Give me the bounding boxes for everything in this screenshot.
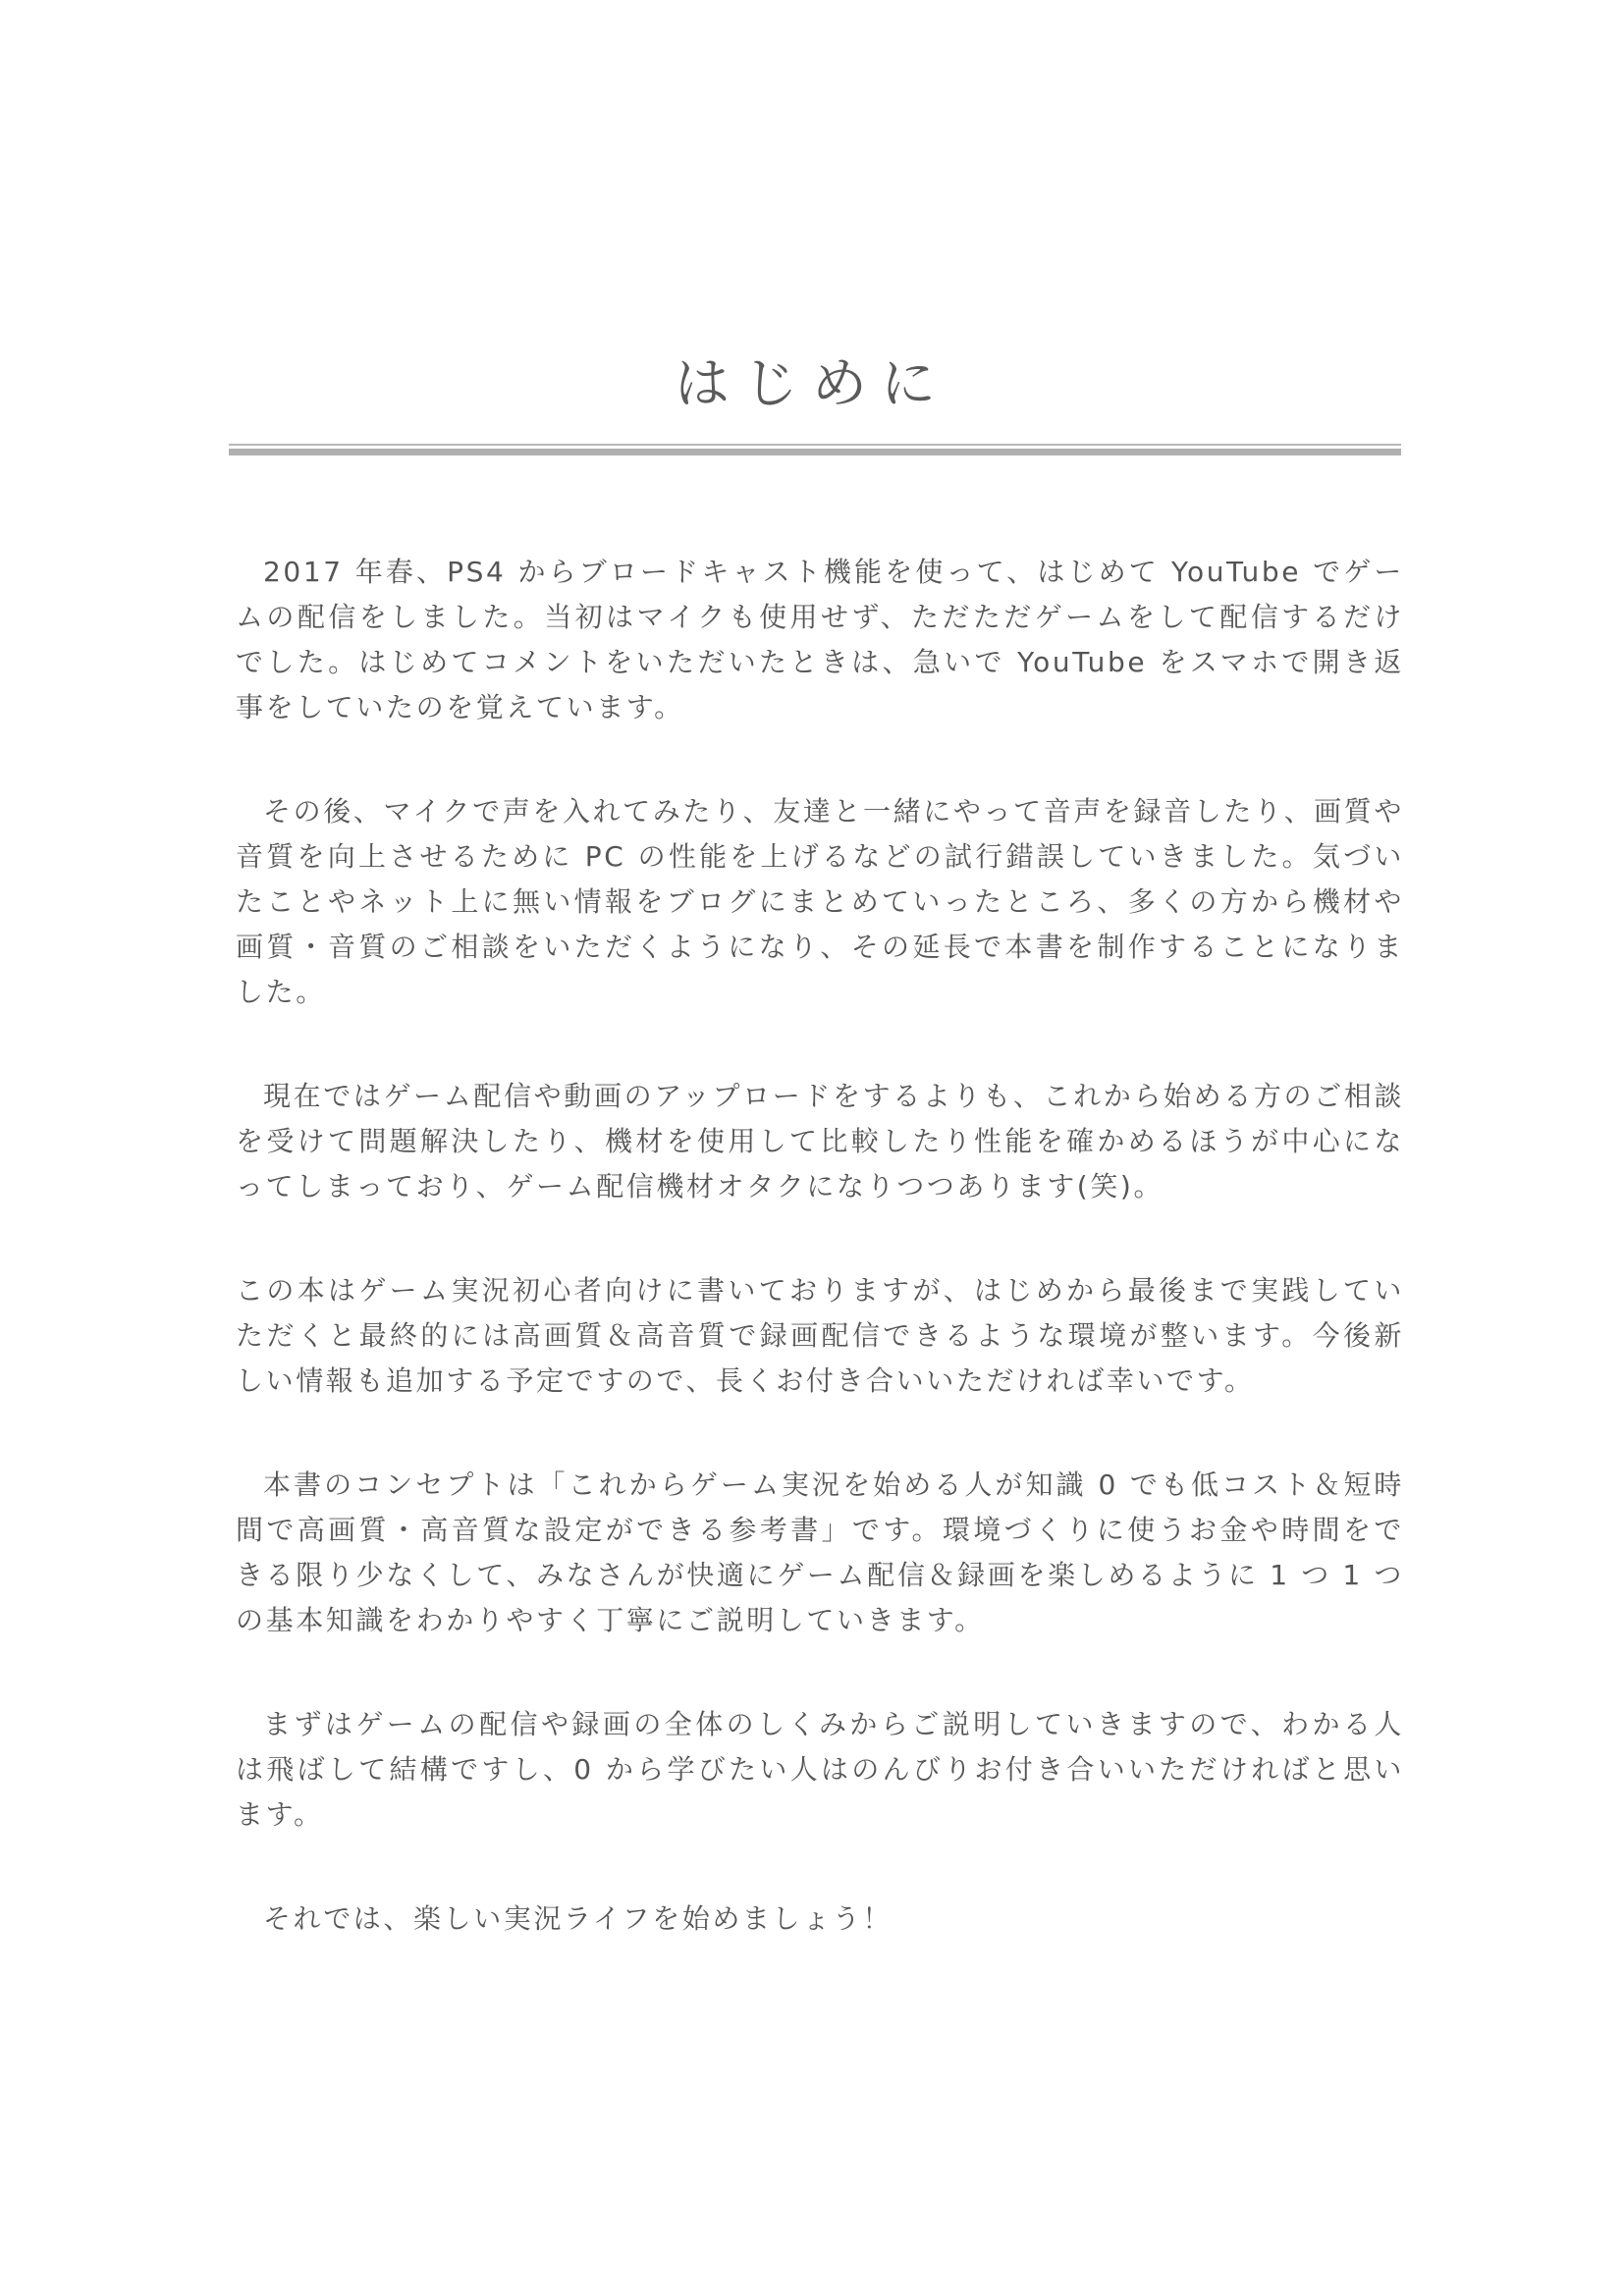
title-divider — [229, 444, 1401, 455]
title-divider-thin-line — [229, 444, 1401, 446]
paragraph-7: それでは、楽しい実況ライフを始めましょう！ — [263, 1902, 893, 1935]
paragraph-5: 本書のコンセプトは「これからゲーム実況を始める人が知識 0 でも低コスト＆短時間で高画質・高音質な設定ができる参考書」です。環境づくりに使うお金や時間をできる限り少なくして、みなさんが快適にゲーム配信＆録画を楽しめるように 1 つ 1 つの基本知識をわかりやすく丁寧にご説明していきます。 — [236, 1468, 1404, 1636]
paragraph-2: その後、マイクで声を入れてみたり、友達と一緒にやって音声を録音したり、画質や音質を向上させるために PC の性能を上げるなどの試行錯誤していきました。気づいたことやネット上に無い情報をブログにまとめていったところ、多くの方から機材や画質・音質のご相談をいただくようになり、その延長で本書を制作することになりました。 — [236, 795, 1404, 1008]
body-text — [236, 550, 1404, 2001]
paragraph-1: 2017 年春、PS4 からブロードキャスト機能を使って、はじめて YouTube でゲームの配信をしました。当初はマイクも使用せず、ただただゲームをして配信するだけでした。はじめてコメントをいただいたときは、急いで YouTube をスマホで開き返事をしていたのを覚えています。 — [236, 556, 1404, 723]
title-divider-thick-line — [229, 449, 1401, 455]
paragraph-6: まずはゲームの配信や録画の全体のしくみからご説明していきますので、わかる人は飛ばして結構ですし、0 から学びたい人はのんびりお付き合いいただければと思います。 — [236, 1708, 1404, 1831]
paragraph-4: この本はゲーム実況初心者向けに書いておりますが、はじめから最後まで実践していただくと最終的には高画質＆高音質で録画配信できるような環境が整います。今後新しい情報も追加する予定ですので、長くお付き合いいただければ幸いです。 — [236, 1274, 1404, 1397]
paragraph-3: 現在ではゲーム配信や動画のアップロードをするよりも、これから始める方のご相談を受けて問題解決したり、機材を使用して比較したり性能を確かめるほうが中心になってしまっており、ゲーム配信機材オタクになりつつあります(笑)。 — [236, 1080, 1404, 1202]
page-title: はじめに — [675, 352, 949, 416]
